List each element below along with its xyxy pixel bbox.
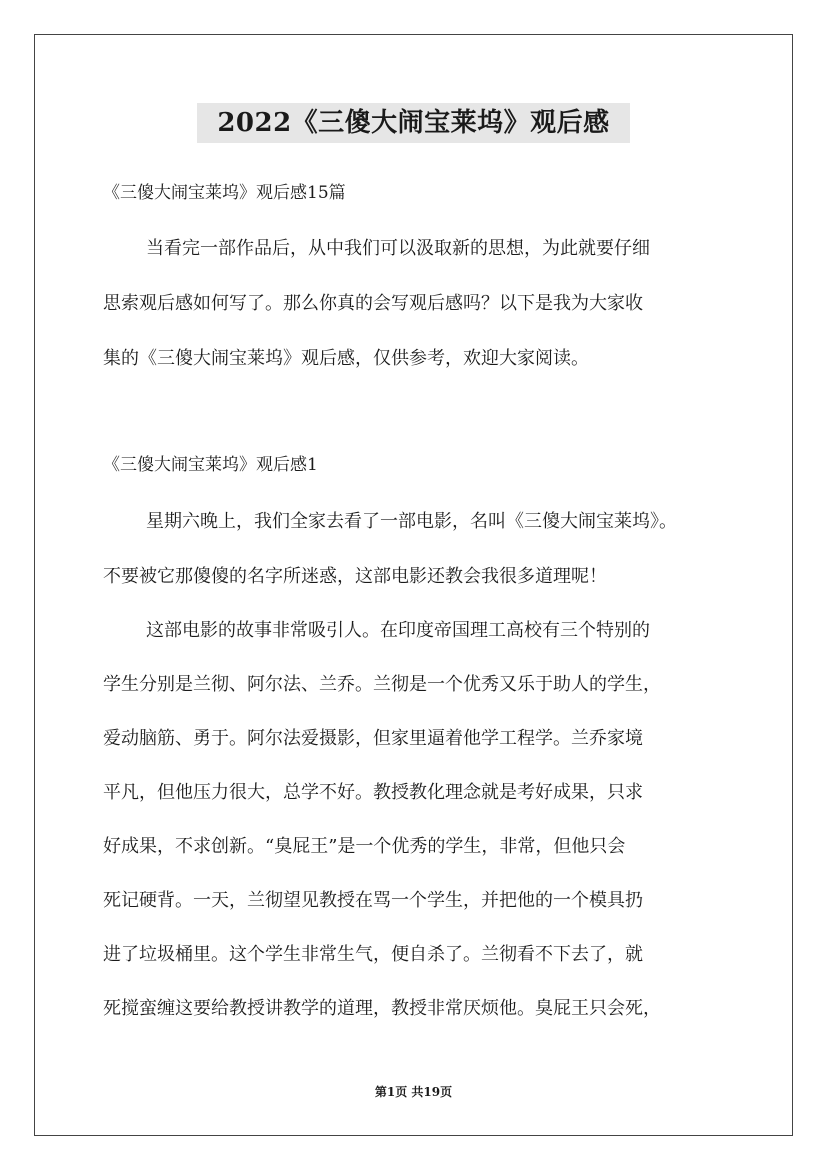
paragraph-line: 好成果，不求创新。“臭屁王”是一个优秀的学生，非常，但他只会 bbox=[103, 836, 626, 857]
paragraph-line: 死搅蛮缠这要给教授讲教学的道理，教授非常厌烦他。臭屁王只会死， bbox=[103, 998, 661, 1019]
paragraph-line: 死记硬背。一天，兰彻望见教授在骂一个学生，并把他的一个模具扔 bbox=[103, 890, 643, 911]
page-footer: 第1页 共19页 bbox=[374, 1085, 453, 1099]
document-subtitle: 《三傻大闹宝莱坞》观后感15篇 bbox=[103, 183, 346, 203]
section-heading: 《三傻大闹宝莱坞》观后感1 bbox=[103, 455, 318, 475]
paragraph-line: 星期六晚上，我们全家去看了一部电影，名叫《三傻大闹宝莱坞》。 bbox=[146, 511, 677, 532]
paragraph-line: 进了垃圾桶里。这个学生非常生气，便自杀了。兰彻看不下去了，就 bbox=[103, 944, 643, 965]
paragraph-line: 不要被它那傻傻的名字所迷惑，这部电影还教会我很多道理呢！ bbox=[103, 566, 607, 587]
paragraph-line: 平凡，但他压力很大，总学不好。教授教化理念就是考好成果，只求 bbox=[103, 782, 643, 803]
paragraph-line: 这部电影的故事非常吸引人。在印度帝国理工高校有三个特别的 bbox=[146, 620, 650, 641]
document-title: 2022《三傻大闹宝莱坞》观后感 bbox=[197, 103, 630, 143]
intro-line: 当看完一部作品后，从中我们可以汲取新的思想，为此就要仔细 bbox=[146, 238, 650, 259]
intro-line: 集的《三傻大闹宝莱坞》观后感，仅供参考，欢迎大家阅读。 bbox=[103, 348, 589, 369]
paragraph-line: 学生分别是兰彻、阿尔法、兰乔。兰彻是一个优秀又乐于助人的学生， bbox=[103, 674, 661, 695]
paragraph-line: 爱动脑筋、勇于。阿尔法爱摄影，但家里逼着他学工程学。兰乔家境 bbox=[103, 728, 643, 749]
intro-line: 思索观后感如何写了。那么你真的会写观后感吗？以下是我为大家收 bbox=[103, 293, 643, 314]
